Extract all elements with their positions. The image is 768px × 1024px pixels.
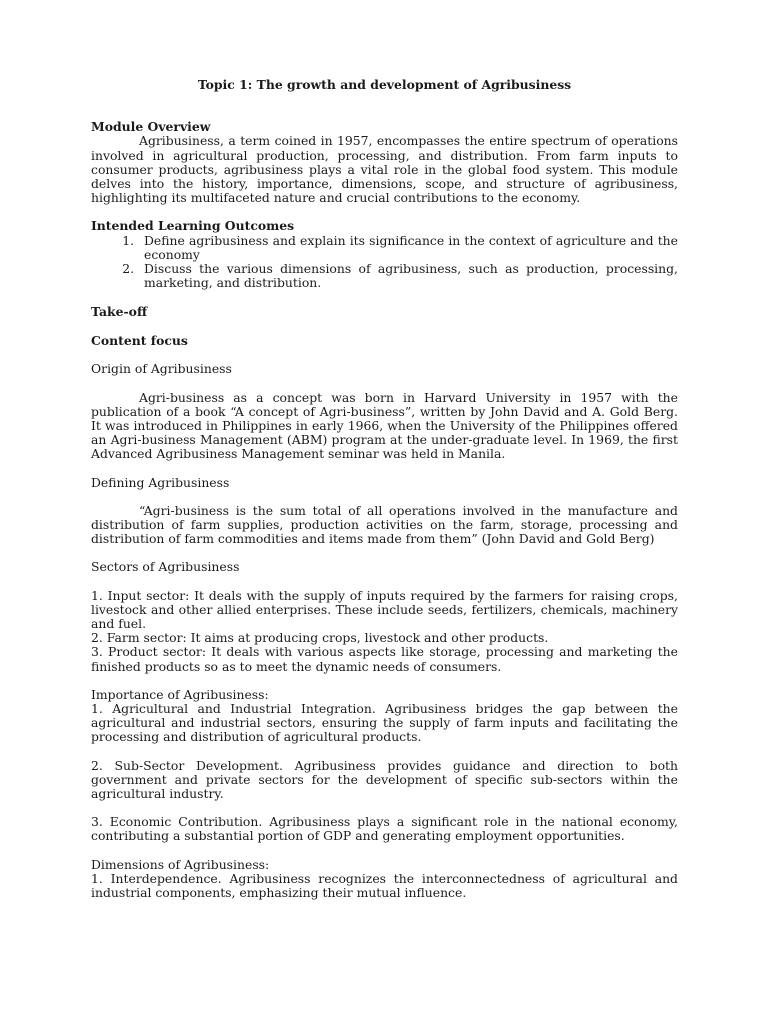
importance-item: 2. Sub-Sector Development. Agribusiness provides guidance and direction to both government and private sectors for the development of specific sub-sectors within the agricultural industry. bbox=[91, 757, 678, 802]
learning-outcome-item: 1. Define agribusiness and explain its significance in the context of agriculture and the economy bbox=[138, 234, 678, 262]
dimensions-heading: Dimensions of Agribusiness: bbox=[91, 856, 270, 872]
importance-item: 1. Agricultural and Industrial Integration. Agribusiness bridges the gap between the agricultural and industrial sectors, ensuring the supply of farm inputs and facilitating the processing and distribution of agricultural products. bbox=[91, 701, 678, 745]
sector-item: 2. Farm sector: It aims at producing crops, livestock and other products. bbox=[91, 630, 549, 646]
learning-outcome-item: 2. Discuss the various dimensions of agribusiness, such as production, processing, marketing, and distribution. bbox=[138, 262, 678, 290]
content-focus-heading: Content focus bbox=[91, 332, 188, 348]
document-page bbox=[91, 78, 678, 900]
dimension-item: 1. Interdependence. Agribusiness recognizes the interconnectedness of agricultural and industrial components, emphasizing their mutual influence. bbox=[91, 870, 678, 901]
defining-text: “Agri-business is the sum total of all operations involved in the manufacture and distribution of farm supplies, production activities on the farm, storage, processing and distribution of farm commodities and items made from them” (John David and Gold Berg) bbox=[91, 502, 678, 547]
origin-text: Agri-business as a concept was born in Harvard University in 1957 with the publication of a book “A concept of Agri-business”, written by John David and A. Gold Berg. It was introduced in Philippines in early 1966, when the University of the Philippines offered an Agri-business Management (ABM) program at the under-graduate level. In 1969, the first Advanced Agribusiness Management seminar was held in Manila. bbox=[91, 389, 678, 462]
takeoff-heading: Take-off bbox=[91, 303, 148, 319]
sector-item: 1. Input sector: It deals with the supply of inputs required by the farmers for raising crops, livestock and other allied enterprises. These include seeds, fertilizers, chemicals, machinery and fuel. bbox=[91, 587, 678, 631]
origin-heading: Origin of Agribusiness bbox=[91, 361, 232, 377]
defining-heading: Defining Agribusiness bbox=[91, 474, 230, 490]
module-overview-heading: Module Overview bbox=[91, 119, 211, 135]
sectors-heading: Sectors of Agribusiness bbox=[91, 559, 240, 575]
importance-item: 3. Economic Contribution. Agribusiness plays a significant role in the national economy, contributing a substantial portion of GDP and generating employment opportunities. bbox=[91, 814, 678, 844]
learning-outcomes-heading: Intended Learning Outcomes bbox=[91, 218, 295, 234]
page-title: Topic 1: The growth and development of Agribusiness bbox=[197, 77, 572, 92]
learning-outcomes-list bbox=[91, 234, 678, 291]
sector-item: 3. Product sector: It deals with various aspects like storage, processing and marketing the finished products so as to meet the dynamic needs of consumers. bbox=[91, 644, 678, 674]
module-overview-text: Agribusiness, a term coined in 1957, encompasses the entire spectrum of operations involved in agricultural production, processing, and distribution. From farm inputs to consumer products, agribusiness plays a vital role in the global food system. This module delves into the history, importance, dimensions, scope, and structure of agribusiness, highlighting its multifaceted nature and crucial contributions to the economy. bbox=[91, 133, 678, 206]
importance-heading: Importance of Agribusiness: bbox=[91, 686, 269, 702]
